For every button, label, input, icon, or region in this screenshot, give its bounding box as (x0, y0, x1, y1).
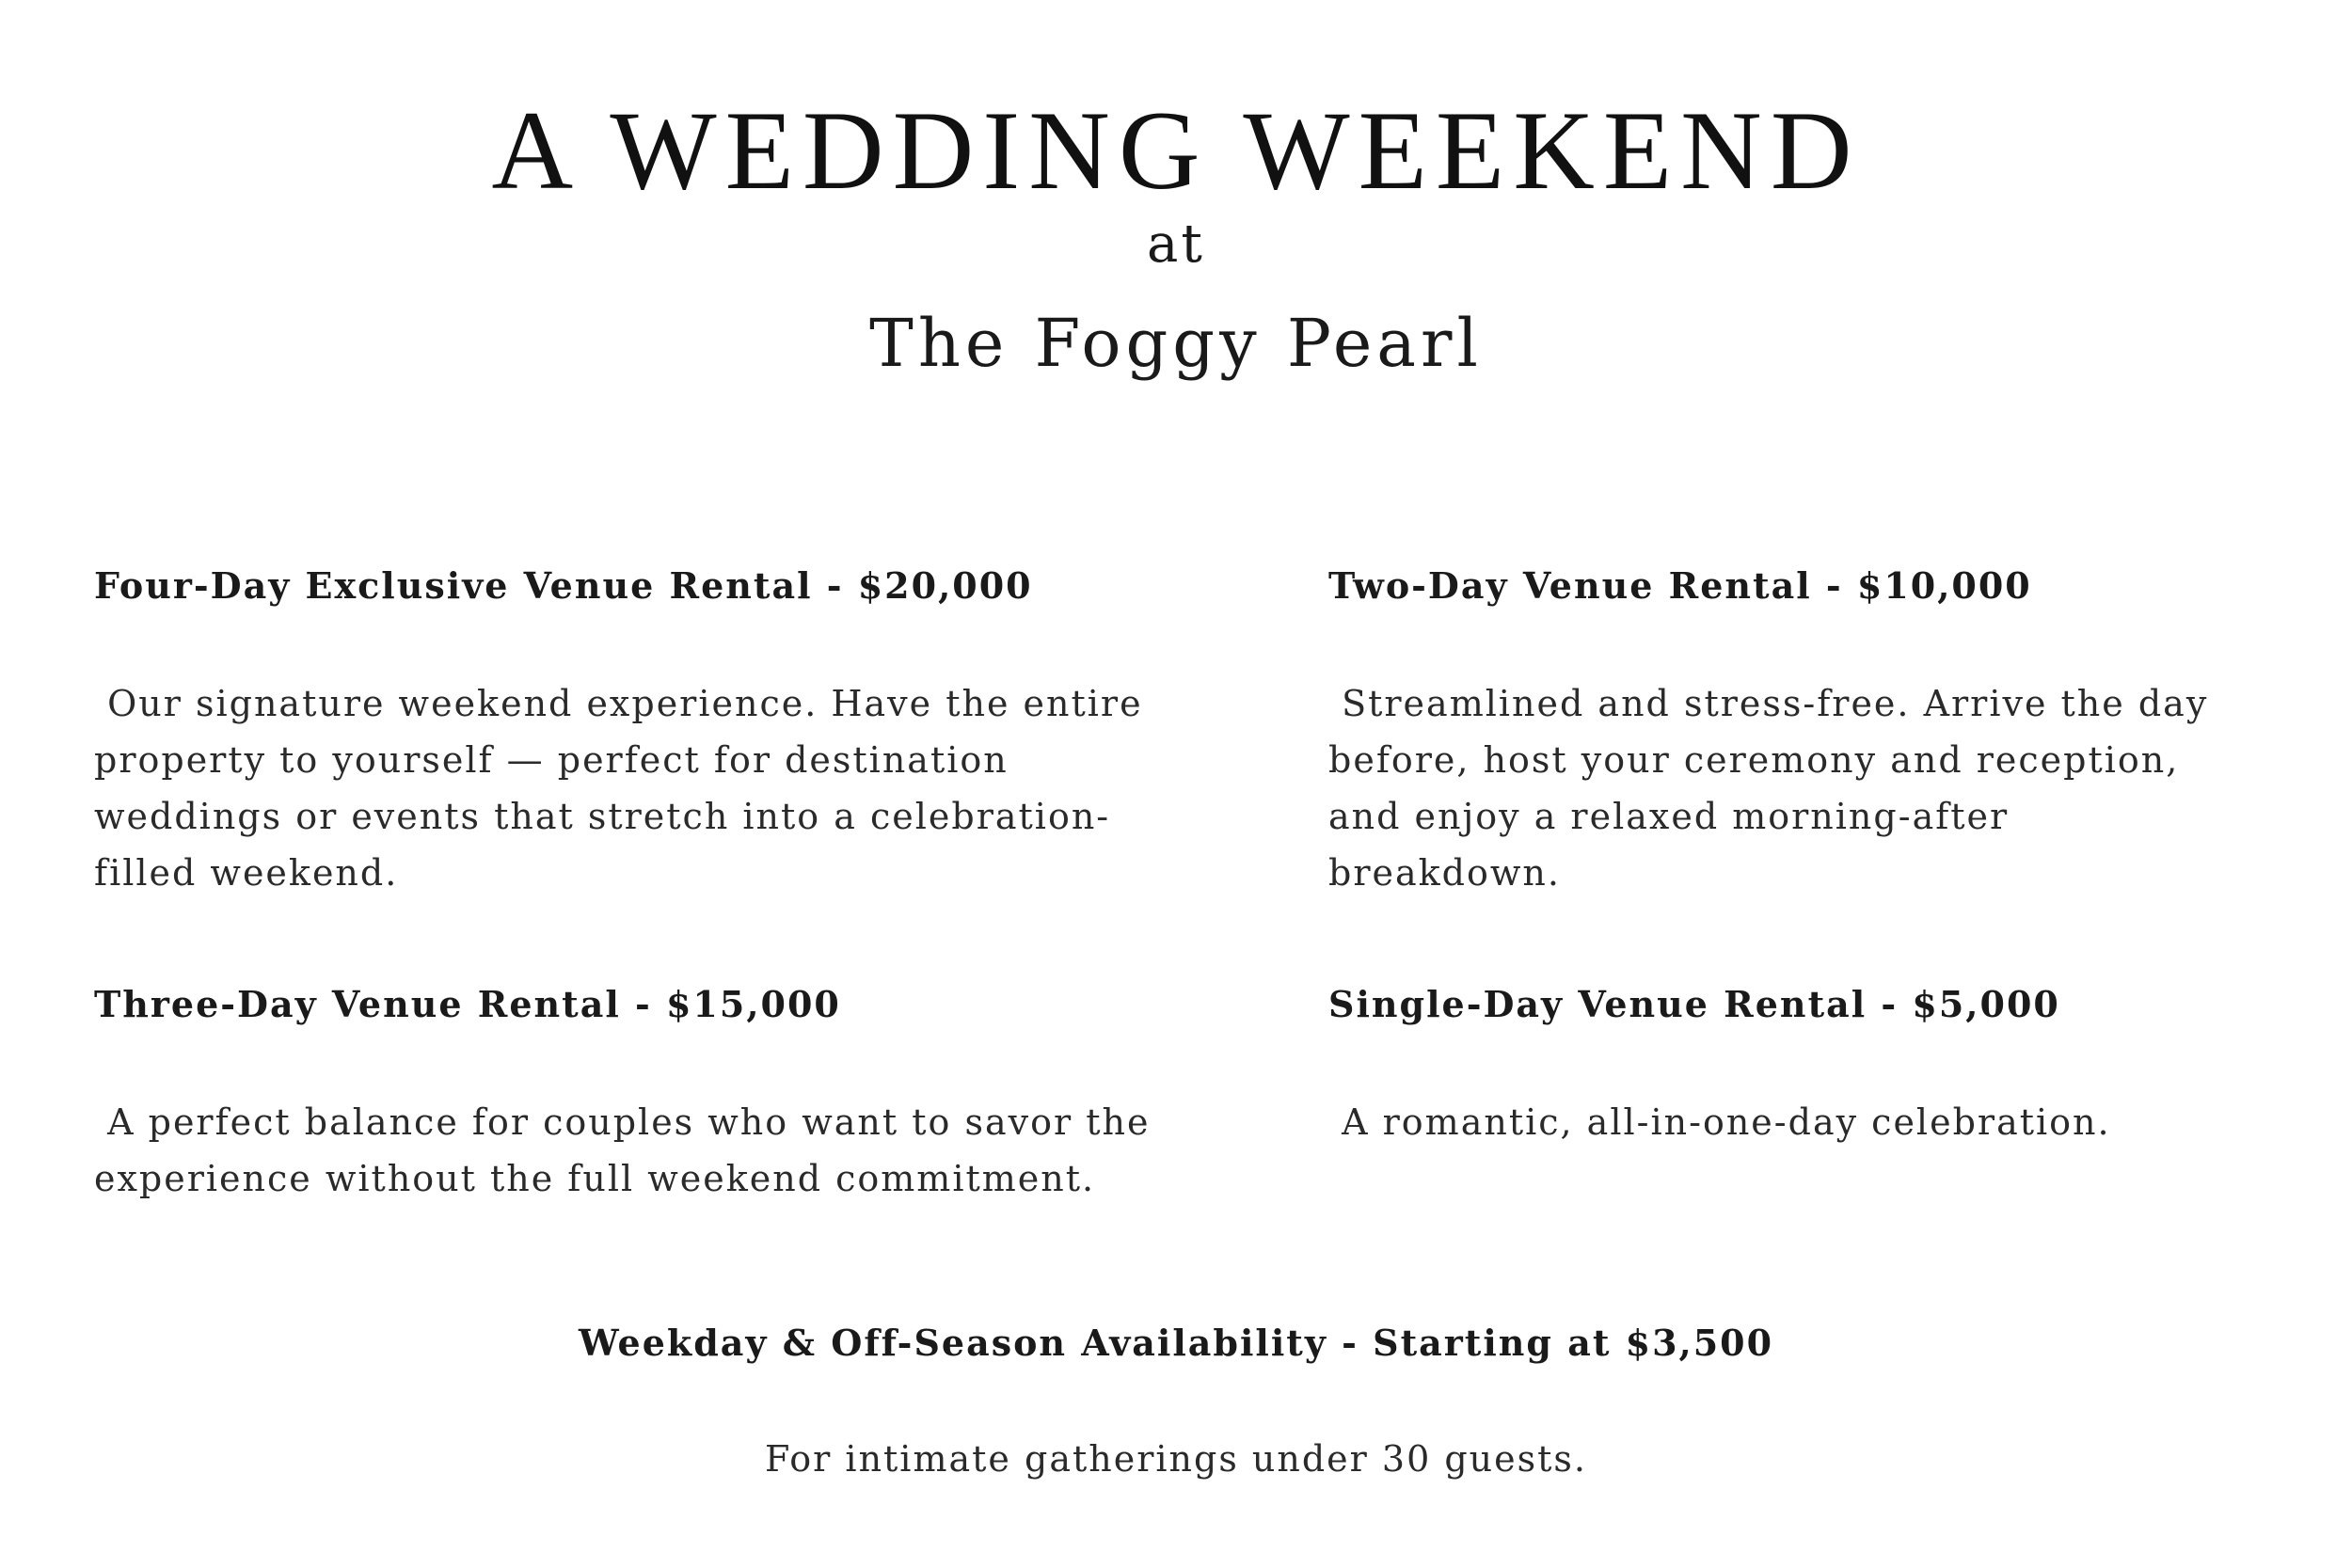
package-single-day (1328, 983, 2288, 1150)
package-description: Our signature weekend experience. Have the entire property to yourself — perfect for destination weddings or events that stretch into a celebration- filled weekend. (94, 682, 1143, 894)
package-title: Single-Day Venue Rental - $5,000 (1328, 983, 2060, 1025)
package-title: Four-Day Exclusive Venue Rental - $20,000 (94, 564, 1033, 607)
package-title: Three-Day Venue Rental - $15,000 (94, 983, 841, 1025)
package-title: Two-Day Venue Rental - $10,000 (1328, 564, 2032, 607)
venue-name: The Foggy Pearl (869, 305, 1483, 382)
title-connector: at (1147, 214, 1205, 275)
package-three-day (94, 983, 1214, 1207)
offseason-section (0, 1322, 2352, 1487)
package-description: Streamlined and stress-free. Arrive the day before, host your ceremony and reception, and enjoy a relaxed morning-after breakdown. (1328, 682, 2209, 894)
page-title: A WEDDING WEEKEND (491, 87, 1861, 213)
package-description: A perfect balance for couples who want to savor the experience without the full weekend commitment. (94, 1101, 1151, 1199)
package-description: A romantic, all-in-one-day celebration. (1328, 1101, 2111, 1143)
offseason-title: Weekday & Off-Season Availability - Starting at $3,500 (578, 1322, 1774, 1364)
offseason-description: For intimate gatherings under 30 guests. (765, 1437, 1587, 1480)
package-four-day (94, 564, 1214, 901)
package-two-day (1328, 564, 2288, 901)
